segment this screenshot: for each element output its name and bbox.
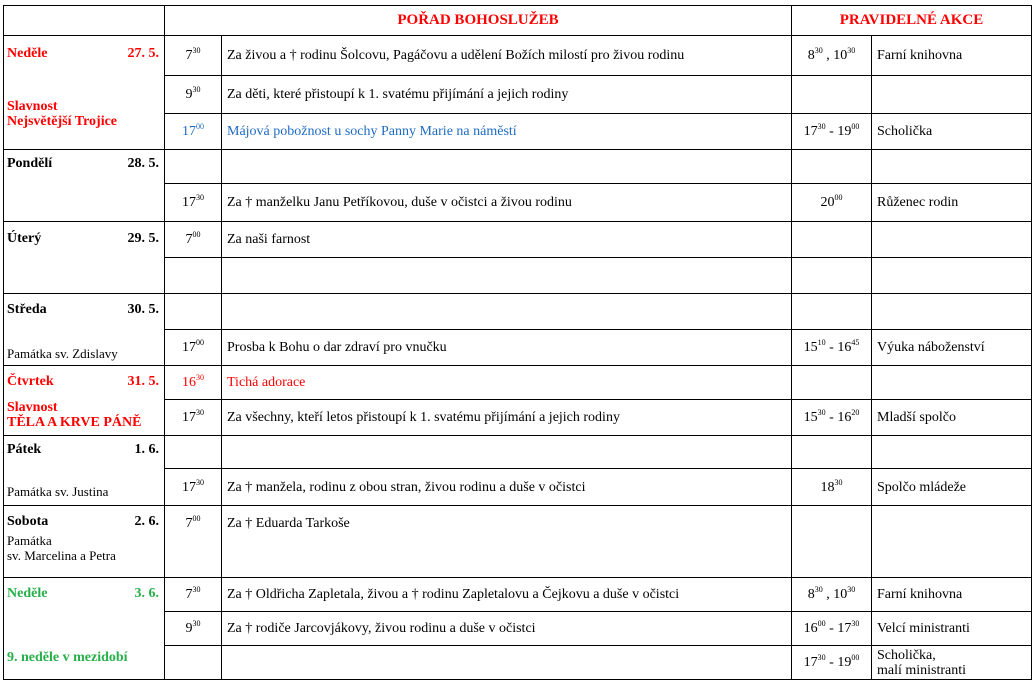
day-note: Památka: [7, 533, 52, 548]
mass-time: [165, 258, 222, 294]
event-name: Spolčo mládeže: [872, 469, 1032, 506]
mass-intention: Za naši farnost: [222, 222, 792, 258]
mass-intention: [222, 646, 792, 680]
day-date: 3. 6.: [134, 586, 159, 601]
event-time: [792, 150, 872, 184]
mass-time: $17^{30}$: [165, 400, 222, 436]
event-name: Farní knihovna: [872, 36, 1032, 76]
table-row: [4, 222, 1032, 258]
event-time: [792, 506, 872, 578]
event-name: [872, 506, 1032, 578]
mass-time: $17^{30}$: [165, 469, 222, 506]
mass-time: $7^{30}$: [165, 578, 222, 612]
event-time: [792, 76, 872, 114]
services-title: POŘAD BOHOSLUŽEB: [165, 6, 792, 36]
day-date: 31. 5.: [127, 374, 159, 389]
table-row: [4, 578, 1032, 612]
event-time: [792, 222, 872, 258]
table-row: [4, 366, 1032, 400]
day-cell-tuesday: [4, 222, 165, 294]
mass-time: $7^{00}$: [165, 506, 222, 578]
event-name: [872, 294, 1032, 330]
mass-intention: Májová pobožnost u sochy Panny Marie na náměstí: [222, 114, 792, 150]
event-time: $15^{10} - 16^{45}$: [792, 330, 872, 366]
event-name: [872, 76, 1032, 114]
table-row: [4, 506, 1032, 578]
mass-time: $17^{30}$: [165, 184, 222, 222]
day-note: sv. Marcelina a Petra: [7, 548, 116, 563]
mass-intention: [222, 258, 792, 294]
mass-time: $16^{30}$: [165, 366, 222, 400]
day-note: Památka sv. Zdislavy: [7, 346, 118, 361]
day-note: Slavnost: [7, 400, 58, 415]
day-name: Čtvrtek: [7, 374, 54, 389]
day-date: 27. 5.: [127, 46, 159, 61]
header-row: [4, 6, 1032, 36]
day-date: 2. 6.: [134, 514, 159, 529]
table-row: [4, 436, 1032, 469]
day-note: TĚLA A KRVE PÁNĚ: [7, 415, 142, 430]
mass-time: [165, 646, 222, 680]
mass-intention: Za † manželku Janu Petříkovou, duše v očistci a živou rodinu: [222, 184, 792, 222]
day-date: 30. 5.: [127, 302, 159, 317]
day-cell-monday: [4, 150, 165, 222]
day-name: Pondělí: [7, 156, 53, 171]
day-date: 28. 5.: [127, 156, 159, 171]
event-name: [872, 222, 1032, 258]
table-row: [4, 150, 1032, 184]
event-name: Scholička: [872, 114, 1032, 150]
mass-intention: Za † Oldřicha Zapletala, živou a † rodinu Zapletalovu a Čejkovu a duše v očistci: [222, 578, 792, 612]
mass-intention: Za † rodiče Jarcovjákovy, živou rodinu a duše v očistci: [222, 612, 792, 646]
day-name: Středa: [7, 302, 47, 317]
event-time: [792, 366, 872, 400]
schedule-table: [3, 5, 1032, 680]
event-name: [872, 366, 1032, 400]
mass-time: $9^{30}$: [165, 612, 222, 646]
day-cell-sunday-1: [4, 36, 165, 150]
mass-intention: Prosba k Bohu o dar zdraví pro vnučku: [222, 330, 792, 366]
day-name: Sobota: [7, 514, 49, 529]
event-time: $18^{30}$: [792, 469, 872, 506]
mass-intention: [222, 436, 792, 469]
event-name: Velcí ministranti: [872, 612, 1032, 646]
mass-intention: [222, 150, 792, 184]
day-cell-sunday-2: [4, 578, 165, 680]
mass-intention: [222, 294, 792, 330]
event-time: [792, 436, 872, 469]
day-note: Památka sv. Justina: [7, 484, 109, 499]
mass-intention: Za † manžela, rodinu z obou stran, živou rodinu a duše v očistci: [222, 469, 792, 506]
event-name: Scholička, malí ministranti: [872, 646, 1032, 680]
header-empty-cell: [4, 6, 165, 36]
table-row: [4, 294, 1032, 330]
event-time: $20^{00}$: [792, 184, 872, 222]
mass-intention: Tichá adorace: [222, 366, 792, 400]
schedule-page: [3, 5, 1031, 691]
day-name: Úterý: [7, 231, 42, 246]
mass-intention: Za všechny, kteří letos přistoupí k 1. svatému přijímání a jejich rodiny: [222, 400, 792, 436]
day-cell-saturday: [4, 506, 165, 578]
day-date: 29. 5.: [127, 231, 159, 246]
event-name: [872, 436, 1032, 469]
day-cell-wednesday: [4, 294, 165, 366]
day-cell-thursday: [4, 366, 165, 436]
mass-time: $9^{30}$: [165, 76, 222, 114]
day-note: Slavnost: [7, 99, 58, 114]
day-name: Neděle: [7, 46, 48, 61]
event-name: Růženec rodin: [872, 184, 1032, 222]
event-time: $16^{00} - 17^{30}$: [792, 612, 872, 646]
events-title: PRAVIDELNÉ AKCE: [792, 6, 1032, 36]
mass-time: [165, 436, 222, 469]
event-time: $15^{30} - 16^{20}$: [792, 400, 872, 436]
day-note: 9. neděle v mezidobí: [7, 650, 128, 665]
mass-time: [165, 294, 222, 330]
day-name: Pátek: [7, 442, 42, 457]
day-cell-friday: [4, 436, 165, 506]
mass-time: $7^{30}$: [165, 36, 222, 76]
mass-time: $7^{00}$: [165, 222, 222, 258]
day-name: Neděle: [7, 586, 48, 601]
mass-time: [165, 150, 222, 184]
event-name: Výuka náboženství: [872, 330, 1032, 366]
event-time: $17^{30} - 19^{00}$: [792, 114, 872, 150]
event-time: $8^{30}$ , $10^{30}$: [792, 36, 872, 76]
mass-intention: Za † Eduarda Tarkoše: [222, 506, 792, 578]
mass-time: $17^{00}$: [165, 114, 222, 150]
event-name: Mladší spolčo: [872, 400, 1032, 436]
event-name: [872, 150, 1032, 184]
table-row: [4, 36, 1032, 76]
event-time: [792, 294, 872, 330]
event-name: Farní knihovna: [872, 578, 1032, 612]
day-note: Nejsvětější Trojice: [7, 114, 118, 129]
mass-time: $17^{00}$: [165, 330, 222, 366]
day-date: 1. 6.: [134, 442, 159, 457]
event-time: $8^{30}$ , $10^{30}$: [792, 578, 872, 612]
mass-intention: Za živou a † rodinu Šolcovu, Pagáčovu a udělení Božích milostí pro živou rodinu: [222, 36, 792, 76]
mass-intention: Za děti, které přistoupí k 1. svatému přijímání a jejich rodiny: [222, 76, 792, 114]
event-name: [872, 258, 1032, 294]
event-time: [792, 258, 872, 294]
event-time: $17^{30} - 19^{00}$: [792, 646, 872, 680]
